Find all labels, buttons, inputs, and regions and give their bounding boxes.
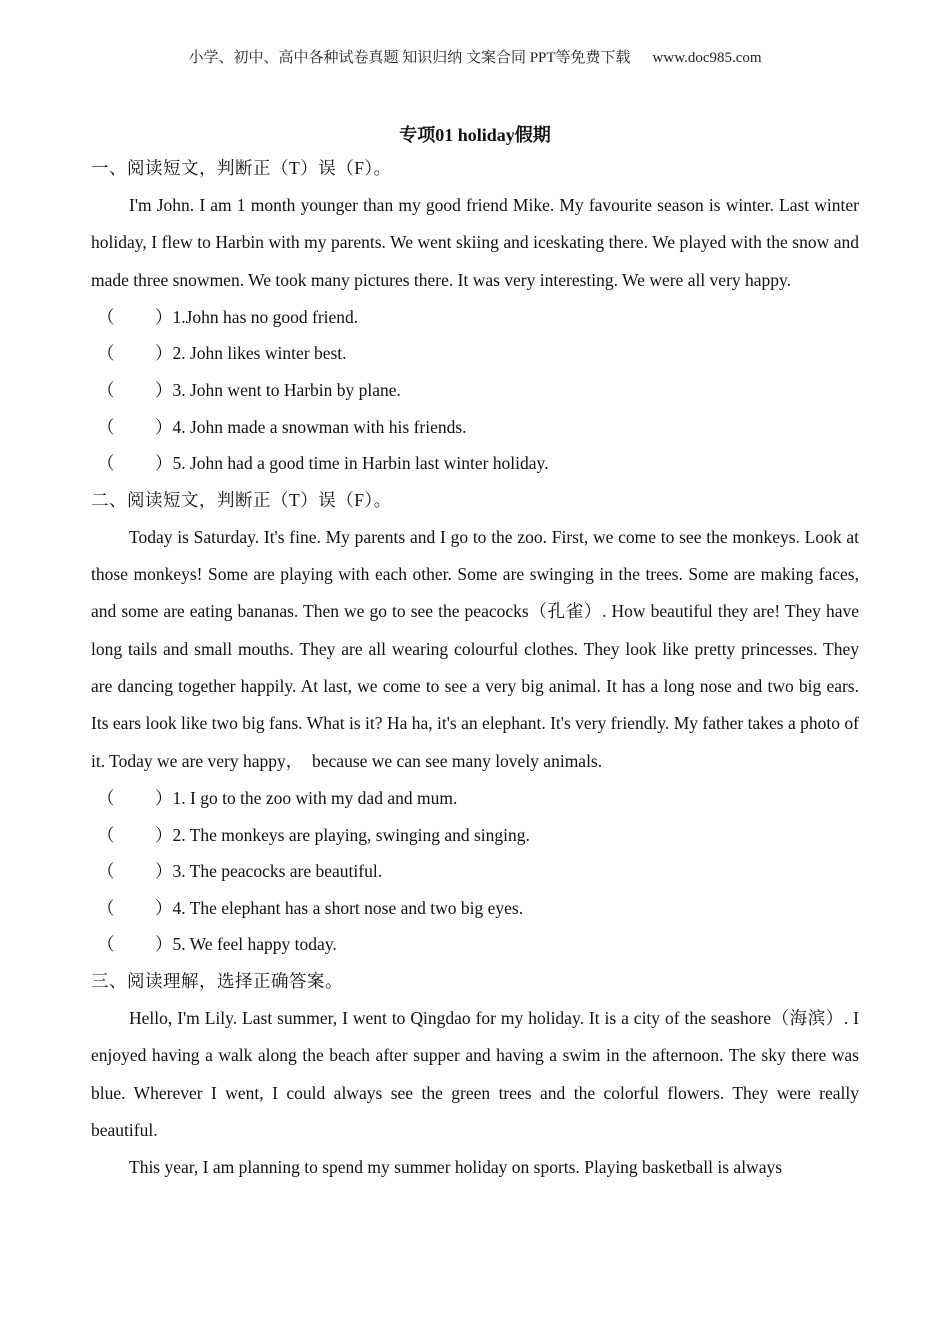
answer-paren-close: ） [155, 934, 173, 955]
section-3 [91, 963, 859, 1186]
answer-paren-open: （ [97, 824, 115, 845]
header-site: www.doc985.com [652, 50, 762, 66]
answer-paren-close: ） [155, 787, 173, 808]
question-item [91, 926, 859, 963]
answer-paren-open: （ [97, 306, 115, 327]
answer-paren-close: ） [155, 306, 173, 327]
question-text: 3. The peacocks are beautiful. [172, 861, 383, 882]
answer-paren-close: ） [155, 453, 173, 474]
question-item [91, 817, 859, 854]
answer-paren-close: ） [155, 416, 173, 437]
answer-paren-open: （ [97, 787, 115, 808]
question-item [91, 890, 859, 927]
question-text: 1. I go to the zoo with my dad and mum. [172, 787, 458, 808]
answer-paren-close: ） [155, 897, 173, 918]
reading-passage: Hello, I'm Lily. Last summer, I went to Qingdao for my holiday. It is a city of the seashore（海滨）. I enjoyed having a walk along the beach after supper and having a swim in the afternoon. The sky there was blue. Wherever I went, I could always see the green trees and the colorful flowers. They were really beautiful. [91, 1007, 859, 1140]
reading-passage: I'm John. I am 1 month younger than my good friend Mike. My favourite season is winter. Last winter holiday, I flew to Harbin with my parents. We went skiing and iceskating there. We played with the snow and made three snowmen. We took many pictures there. It was very interesting. We were all very happy. [91, 195, 859, 290]
answer-paren-open: （ [97, 416, 115, 437]
answer-paren-close: ） [155, 861, 173, 882]
answer-paren-open: （ [97, 897, 115, 918]
answer-paren-open: （ [97, 453, 115, 474]
question-item [91, 780, 859, 817]
question-item [91, 853, 859, 890]
question-item [91, 372, 859, 409]
section-heading: 一、阅读短文，判断正（T）误（F）。 [91, 158, 392, 178]
question-text: 2. John likes winter best. [172, 343, 347, 364]
question-item [91, 445, 859, 482]
answer-paren-open: （ [97, 934, 115, 955]
header-text: 小学、初中、高中各种试卷真题 知识归纳 文案合同 PPT等免费下载 [188, 50, 631, 66]
answer-paren-close: ） [155, 380, 173, 401]
question-item [91, 335, 859, 372]
reading-passage: This year, I am planning to spend my summer holiday on sports. Playing basketball is always [129, 1157, 783, 1178]
question-text: 1.John has no good friend. [172, 306, 359, 327]
reading-passage: Today is Saturday. It's fine. My parents and I go to the zoo. First, we come to see the monkeys. Look at those monkeys! Some are playing with each other. Some are swinging in the trees. Some are making faces, and some are eating bananas. Then we go to see the peacocks（孔雀）. How beautiful they are! They have long tails and small mouths. They are all wearing colourful clothes. They look like pretty princesses. They are dancing together happily. At last, we come to see a very big animal. It has a long nose and two big ears. Its ears look like two big fans. What is it? Ha ha, it's an elephant. It's very friendly. My father takes a photo of it. Today we are very happy， because we can see many lovely animals. [91, 526, 859, 771]
question-item [91, 409, 859, 446]
question-text: 5. We feel happy today. [172, 934, 337, 955]
question-text: 3. John went to Harbin by plane. [172, 380, 401, 401]
page-title: 专项01 holiday假期 [399, 125, 551, 145]
section-heading: 三、阅读理解，选择正确答案。 [91, 970, 343, 991]
answer-paren-open: （ [97, 861, 115, 882]
answer-paren-close: ） [155, 824, 173, 845]
page-header [0, 46, 950, 67]
section-2 [91, 482, 859, 963]
answer-paren-open: （ [97, 380, 115, 401]
question-text: 4. The elephant has a short nose and two big eyes. [172, 897, 524, 918]
section-heading: 二、阅读短文，判断正（T）误（F）。 [91, 489, 392, 510]
question-item [91, 299, 859, 336]
question-text: 5. John had a good time in Harbin last winter holiday. [172, 453, 549, 474]
document-body [91, 150, 859, 1186]
section-1 [91, 150, 859, 482]
answer-paren-close: ） [155, 343, 173, 364]
question-text: 2. The monkeys are playing, swinging and singing. [172, 824, 530, 845]
question-text: 4. John made a snowman with his friends. [172, 416, 467, 437]
answer-paren-open: （ [97, 343, 115, 364]
